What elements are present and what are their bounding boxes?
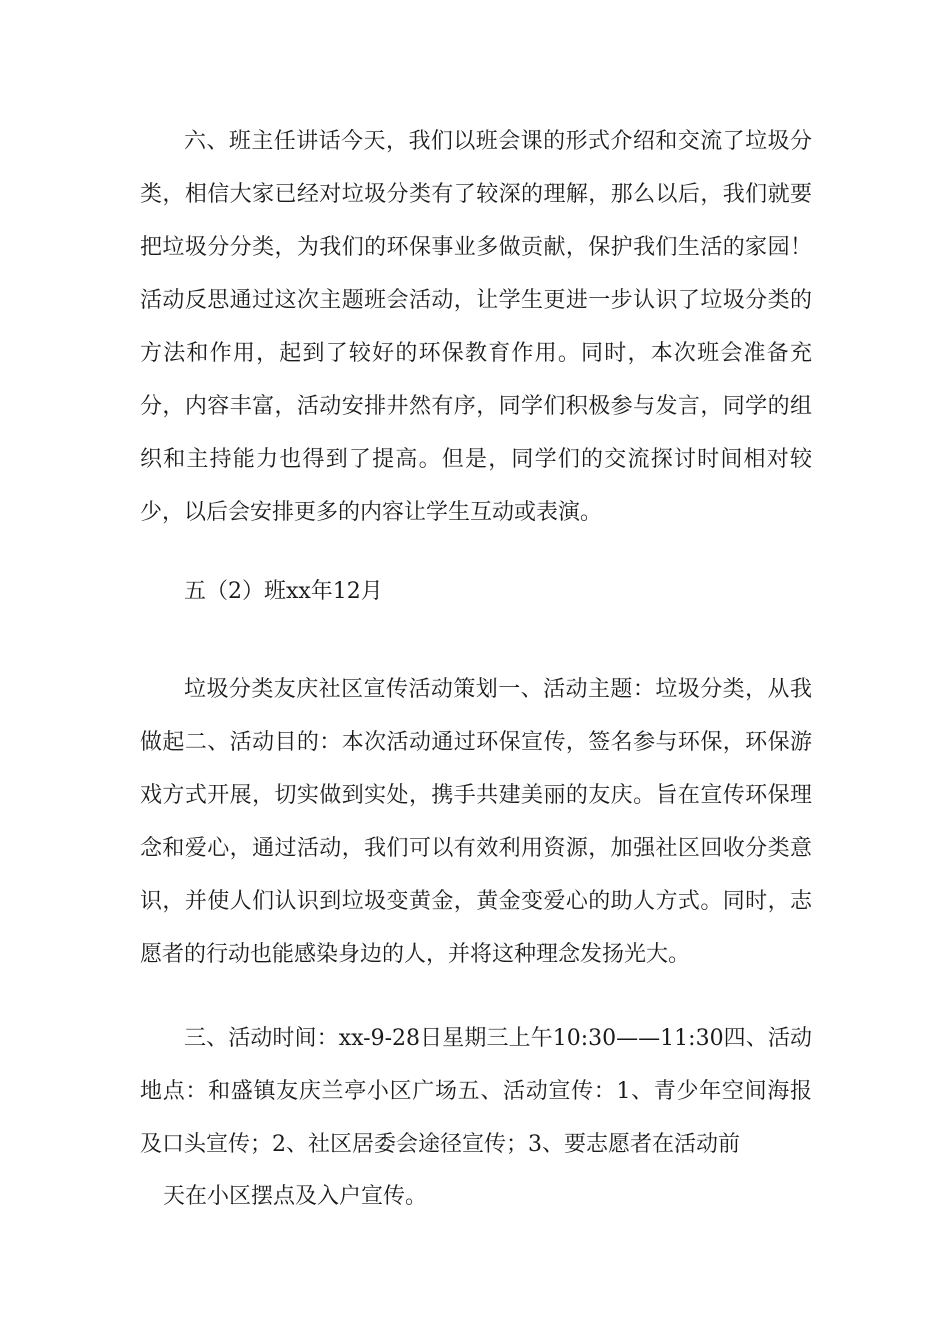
paragraph-community-activity-plan: 垃圾分类友庆社区宣传活动策划一、活动主题：垃圾分类，从我做起二、活动目的：本次活动通过环保宣传，签名参与环保，环保游戏方式开展，切实做到实处，携手共建美丽的友庆。旨在宣传环保理念和爱心，通过活动，我们可以有效利用资源，加强社区回收分类意识，并使人们认识到垃圾变黄金，黄金变爱心的助人方式。同时，志愿者的行动也能感染身边的人，并将这种理念发扬光大。 bbox=[140, 677, 812, 967]
paragraph-class-date: 五（2）班xx年12月 bbox=[184, 579, 383, 604]
paragraph-activity-continuation: 天在小区摆点及入户宣传。 bbox=[163, 1184, 428, 1209]
paragraph-activity-time-location: 三、活动时间：xx-9-28日星期三上午10:30——11:30四、活动地点：和盛镇友庆兰亭小区广场五、活动宣传：1、青少年空间海报及口头宣传；2、社区居委会途径宣传；3、要志愿者在活动前 bbox=[140, 1026, 812, 1157]
paragraph-class-meeting-summary: 六、班主任讲话今天，我们以班会课的形式介绍和交流了垃圾分类，相信大家已经对垃圾分类有了较深的理解，那么以后，我们就要把垃圾分分类，为我们的环保事业多做贡献，保护我们生活的家园！活动反思通过这次主题班会活动，让学生更进一步认识了垃圾分类的方法和作用，起到了较好的环保教育作用。同时，本次班会准备充分，内容丰富，活动安排井然有序，同学们积极参与发言，同学的组织和主持能力也得到了提高。但是，同学们的交流探讨时间相对较少，以后会安排更多的内容让学生互动或表演。 bbox=[140, 129, 812, 525]
